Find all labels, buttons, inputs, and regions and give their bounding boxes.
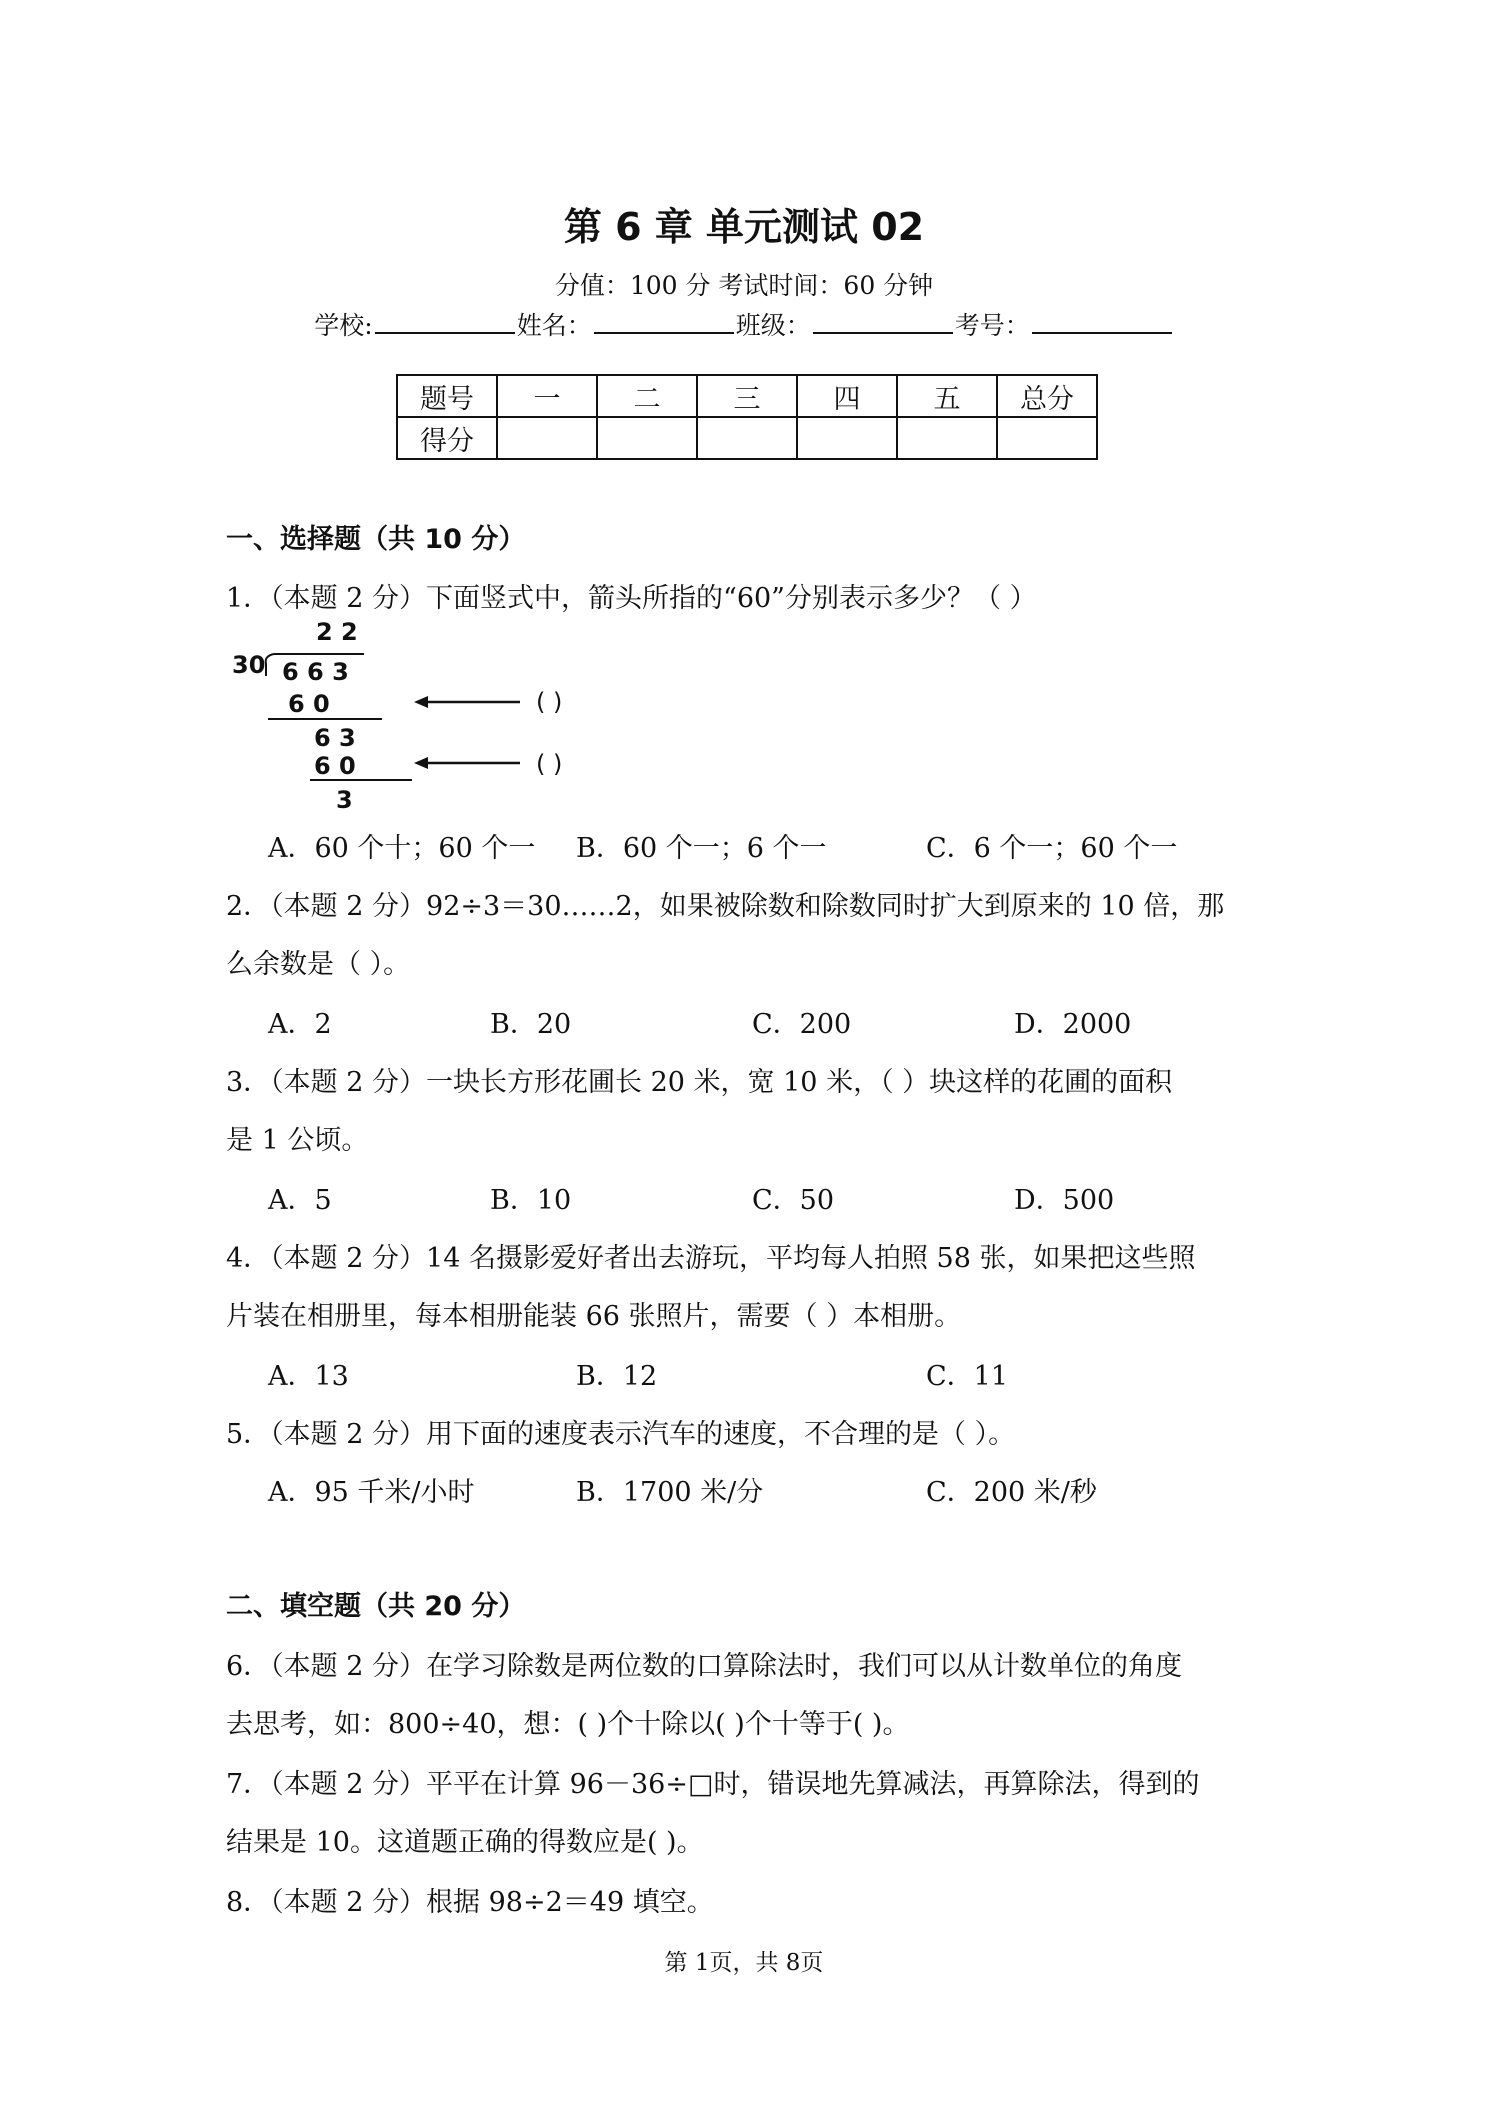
name-label: 姓名： (516, 311, 592, 340)
q3-option-b[interactable]: B．10 (490, 1185, 572, 1216)
score-table-score-row (397, 417, 1097, 459)
q5-option-b[interactable]: B．1700 米/分 (576, 1477, 764, 1508)
score-cell: 四 (797, 375, 897, 417)
q3-line2: 是 1 公顷。 (226, 1125, 369, 1156)
q4-option-b[interactable]: B．12 (576, 1361, 658, 1392)
q2-line1: 2．（本题 2 分）92÷3＝30……2，如果被除数和除数同时扩大到原来的 10 倍，那 (226, 891, 1225, 922)
score-table-header-row (397, 375, 1097, 417)
q2-option-d[interactable]: D．2000 (1014, 1009, 1132, 1040)
q3-option-a[interactable]: A．5 (268, 1185, 332, 1216)
id-blank[interactable] (1032, 310, 1172, 334)
q1-option-b[interactable]: B．60 个一；6 个一 (576, 833, 827, 864)
score-input-cell[interactable] (997, 417, 1097, 459)
q4-line2: 片装在相册里，每本相册能装 66 张照片，需要（ ）本相册。 (226, 1301, 962, 1332)
q5-option-c[interactable]: C．200 米/秒 (926, 1477, 1097, 1508)
score-input-cell[interactable] (797, 417, 897, 459)
q2-line2: 么余数是（ ）。 (226, 949, 411, 980)
remainder-1: 6 3 (314, 724, 356, 752)
step1-product: 6 0 (288, 690, 330, 718)
step2-product: 6 0 (314, 752, 356, 780)
q6-line2: 去思考，如：800÷40，想：( )个十除以( )个十等于( )。 (226, 1709, 910, 1740)
score-cell: 题号 (397, 375, 497, 417)
class-blank[interactable] (813, 310, 953, 334)
q2-option-b[interactable]: B．20 (490, 1009, 572, 1040)
score-cell: 三 (697, 375, 797, 417)
q4-option-a[interactable]: A．13 (268, 1361, 349, 1392)
score-cell: 一 (497, 375, 597, 417)
school-label: 学校: (314, 311, 373, 340)
section2-heading: 二、填空题（共 20 分） (226, 1591, 526, 1622)
score-input-cell[interactable] (897, 417, 997, 459)
student-info (0, 306, 1488, 342)
score-table (396, 374, 1098, 460)
score-cell: 得分 (397, 417, 497, 459)
arrow-2-head (414, 757, 428, 769)
q1-option-c[interactable]: C．6 个一；60 个一 (926, 833, 1178, 864)
q6-line1: 6．（本题 2 分）在学习除数是两位数的口算除法时，我们可以从计数单位的角度 (226, 1651, 1183, 1682)
q3-option-d[interactable]: D．500 (1014, 1185, 1115, 1216)
q5-option-a[interactable]: A．95 千米/小时 (268, 1477, 475, 1508)
name-blank[interactable] (594, 310, 734, 334)
exam-meta: 分值：100 分 考试时间：60 分钟 (554, 271, 934, 300)
page-footer: 第 1页，共 8页 (664, 1950, 824, 1976)
q2-option-a[interactable]: A．2 (268, 1009, 332, 1040)
answer-paren-1[interactable]: ( ) (536, 688, 563, 716)
page-title: 第 6 章 单元测试 02 (563, 205, 925, 249)
long-division-diagram (226, 616, 656, 816)
school-blank[interactable] (375, 310, 515, 334)
q4-line1: 4．（本题 2 分）14 名摄影爱好者出去游玩，平均每人拍照 58 张，如果把这些照 (226, 1243, 1196, 1274)
q1-text: 1．（本题 2 分）下面竖式中，箭头所指的“60”分别表示多少？（ ） (226, 583, 1037, 614)
q3-line1: 3．（本题 2 分）一块长方形花圃长 20 米，宽 10 米，（ ）块这样的花圃的面积 (226, 1067, 1173, 1098)
score-cell: 五 (897, 375, 997, 417)
q2-option-c[interactable]: C．200 (752, 1009, 852, 1040)
q7-line2: 结果是 10。这道题正确的得数应是( )。 (226, 1827, 704, 1858)
class-label: 班级： (735, 311, 811, 340)
score-cell: 二 (597, 375, 697, 417)
division-bracket (266, 654, 274, 676)
dividend: 6 6 3 (282, 658, 349, 686)
score-input-cell[interactable] (697, 417, 797, 459)
q5-line1: 5．（本题 2 分）用下面的速度表示汽车的速度，不合理的是（ ）。 (226, 1419, 1016, 1450)
divisor: 30 (232, 651, 266, 679)
q7-line1: 7．（本题 2 分）平平在计算 96－36÷□时，错误地先算减法，再算除法，得到的 (226, 1769, 1200, 1800)
arrow-1-head (414, 696, 428, 708)
q8-line1: 8．（本题 2 分）根据 98÷2＝49 填空。 (226, 1887, 714, 1918)
score-input-cell[interactable] (497, 417, 597, 459)
answer-paren-2[interactable]: ( ) (536, 750, 563, 778)
section1-heading: 一、选择题（共 10 分） (226, 524, 526, 555)
q3-option-c[interactable]: C．50 (752, 1185, 835, 1216)
score-cell: 总分 (997, 375, 1097, 417)
quotient: 2 2 (316, 618, 358, 646)
remainder-2: 3 (336, 786, 353, 814)
id-label: 考号： (954, 311, 1030, 340)
q1-option-a[interactable]: A．60 个十；60 个一 (268, 833, 536, 864)
q4-option-c[interactable]: C．11 (926, 1361, 1009, 1392)
score-input-cell[interactable] (597, 417, 697, 459)
